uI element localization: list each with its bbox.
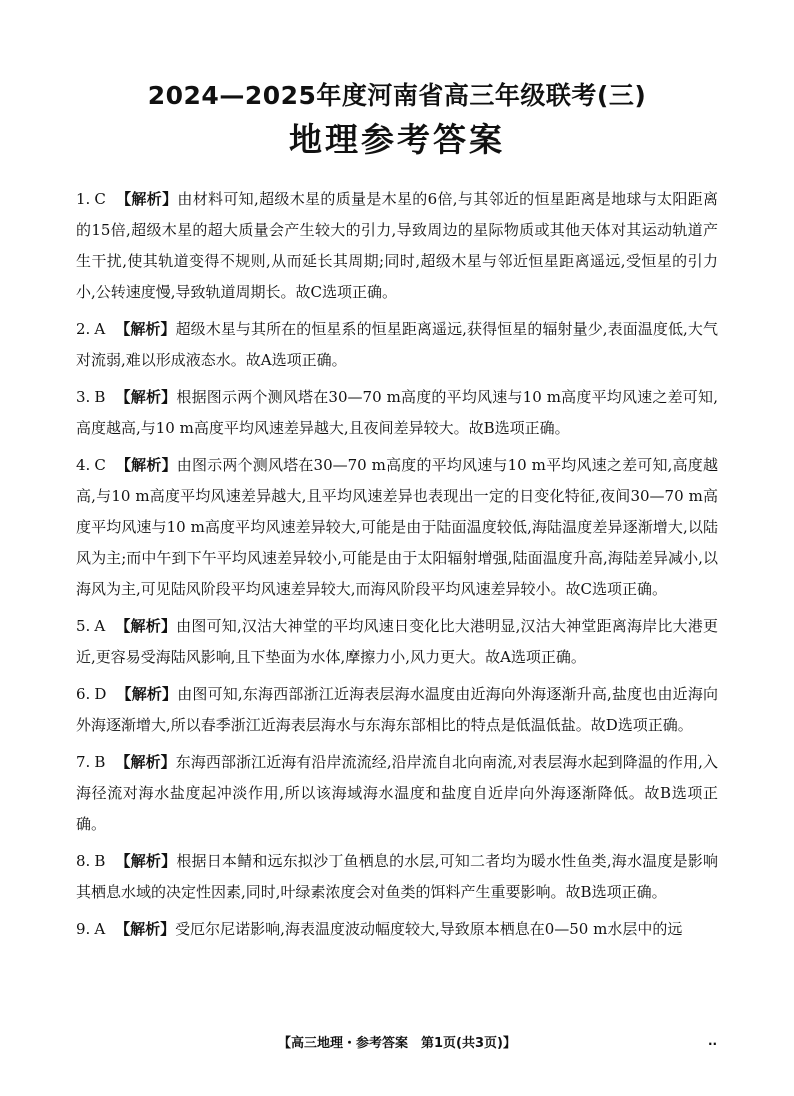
answer-item-4 [76, 450, 718, 605]
question-answer: C [94, 190, 106, 208]
question-answer: A [94, 320, 106, 338]
answer-item-8 [76, 846, 718, 908]
exam-title: 2024—2025年度河南省高三年级联考(三) [147, 81, 647, 110]
question-number: 5. [76, 617, 91, 635]
question-number: 8. [76, 852, 91, 870]
document-title: 地理参考答案 [289, 120, 505, 159]
answer-item-6 [76, 679, 718, 741]
answer-item-7 [76, 747, 718, 840]
question-number: 6. [76, 685, 91, 703]
question-answer: A [94, 920, 106, 938]
analysis-tag: 【解析】 [115, 456, 177, 474]
question-number: 9. [76, 920, 91, 938]
question-number: 3. [76, 388, 91, 406]
analysis-tag: 【解析】 [115, 617, 177, 635]
analysis-tag: 【解析】 [115, 388, 177, 406]
analysis-tag: 【解析】 [115, 190, 178, 208]
question-number: 4. [76, 456, 91, 474]
question-number: 1. [76, 190, 91, 208]
analysis-tag: 【解析】 [115, 920, 176, 938]
analysis-text: 超级木星与其所在的恒星系的恒星距离遥远,获得恒星的辐射量少,表面温度低,大气对流弱,难以形成液态水。故A选项正确。 [76, 320, 718, 369]
analysis-text: 由图可知,东海西部浙江近海表层海水温度由近海向外海逐渐升高,盐度也由近海向外海逐渐增大,所以春季浙江近海表层海水与东海东部相比的特点是低温低盐。故D选项正确。 [76, 685, 718, 734]
answer-item-5 [76, 611, 718, 673]
answer-item-9 [76, 914, 718, 945]
question-answer: B [94, 852, 106, 870]
analysis-text: 由图示两个测风塔在30—70 m高度的平均风速与10 m平均风速之差可知,高度越高,与10 m高度平均风速差异越大,且平均风速差异也表现出一定的日变化特征,夜间30—70 m高度平均风速与10 m高度平均风速差异较大,可能是由于陆面温度较低,海陆温度差异逐渐增大,以陆风为主;而中午到下午平均风速差异较小,可能是由于太阳辐射增强,陆面温度升高,海陆差异减小,以海风为主,可见陆风阶段平均风速差异较大,而海风阶段平均风速差异较小。故C选项正确。 [76, 456, 718, 598]
question-number: 7. [76, 753, 91, 771]
answer-list [76, 184, 718, 951]
page-footer: 【高三地理・参考答案 第1页(共3页)】 [278, 1036, 516, 1051]
question-answer: B [94, 753, 106, 771]
analysis-text: 由材料可知,超级木星的质量是木星的6倍,与其邻近的恒星距离是地球与太阳距离的15倍,超级木星的超大质量会产生较大的引力,导致周边的星际物质或其他天体对其运动轨道产生干扰,使其轨道变得不规则,从而延长其周期;同时,超级木星与邻近恒星距离遥远,受恒星的引力小,公转速度慢,导致轨道周期长。故C选项正确。 [76, 190, 718, 301]
answer-item-2 [76, 314, 718, 376]
analysis-tag: 【解析】 [115, 753, 176, 771]
analysis-text: 受厄尔尼诺影响,海表温度波动幅度较大,导致原本栖息在0—50 m水层中的远 [175, 920, 683, 938]
analysis-text: 根据图示两个测风塔在30—70 m高度的平均风速与10 m高度平均风速之差可知,高度越高,与10 m高度平均风速差异越大,且夜间差异较大。故B选项正确。 [76, 388, 718, 437]
analysis-tag: 【解析】 [116, 685, 178, 703]
answer-item-1 [76, 184, 718, 308]
analysis-text: 根据日本鲭和远东拟沙丁鱼栖息的水层,可知二者均为暖水性鱼类,海水温度是影响其栖息水域的决定性因素,同时,叶绿素浓度会对鱼类的饵料产生重要影响。故B选项正确。 [76, 852, 718, 901]
question-answer: B [94, 388, 106, 406]
analysis-tag: 【解析】 [115, 852, 177, 870]
question-number: 2. [76, 320, 91, 338]
question-answer: A [94, 617, 106, 635]
analysis-text: 由图可知,汉沽大神堂的平均风速日变化比大港明显,汉沽大神堂距离海岸比大港更近,更容易受海陆风影响,且下垫面为水体,摩擦力小,风力更大。故A选项正确。 [76, 617, 718, 666]
question-answer: D [94, 685, 107, 703]
footer-mark: .. [708, 1034, 718, 1048]
question-answer: C [94, 456, 106, 474]
analysis-tag: 【解析】 [115, 320, 176, 338]
analysis-text: 东海西部浙江近海有沿岸流流经,沿岸流自北向南流,对表层海水起到降温的作用,入海径流对海水盐度起冲淡作用,所以该海域海水温度和盐度自近岸向外海逐渐降低。故B选项正确。 [76, 753, 718, 833]
answer-item-3 [76, 382, 718, 444]
